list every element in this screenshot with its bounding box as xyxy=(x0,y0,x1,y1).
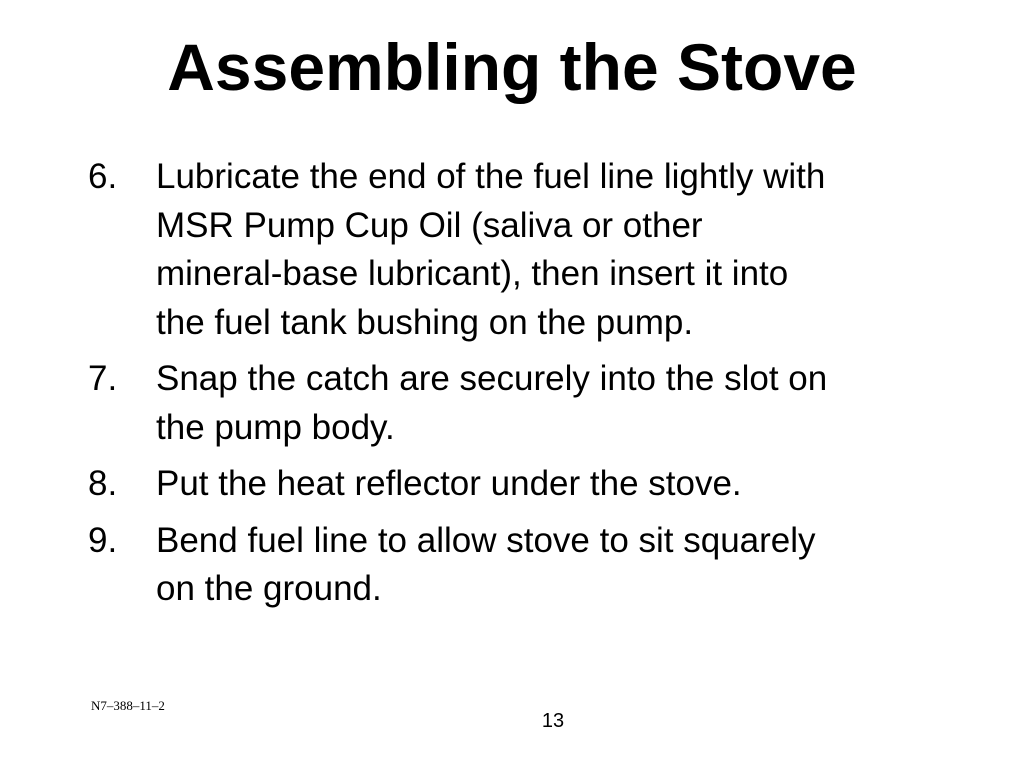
page-number: 13 xyxy=(541,710,565,732)
step-text: Snap the catch are securely into the slot on the pump body. xyxy=(156,359,828,447)
step-item-8 xyxy=(88,460,948,509)
step-number: 7. xyxy=(88,359,118,398)
slide-title: Assembling the Stove xyxy=(167,30,857,104)
step-text: Bend fuel line to allow stove to sit squarely on the ground. xyxy=(156,520,816,608)
footer-code: N7–388–11–2 xyxy=(91,698,165,713)
step-item-9 xyxy=(88,517,948,614)
step-number: 8. xyxy=(88,464,118,503)
steps-list xyxy=(88,153,948,622)
step-number: 9. xyxy=(88,520,118,560)
step-item-6 xyxy=(88,153,948,347)
step-item-7 xyxy=(88,355,948,452)
step-number: 6. xyxy=(88,157,118,196)
step-text: Lubricate the end of the fuel line lightly with MSR Pump Cup Oil (saliva or other mineral-base lubricant), then insert it into the fuel tank bushing on the pump. xyxy=(156,157,826,342)
step-text: Put the heat reflector under the stove. xyxy=(156,464,742,503)
